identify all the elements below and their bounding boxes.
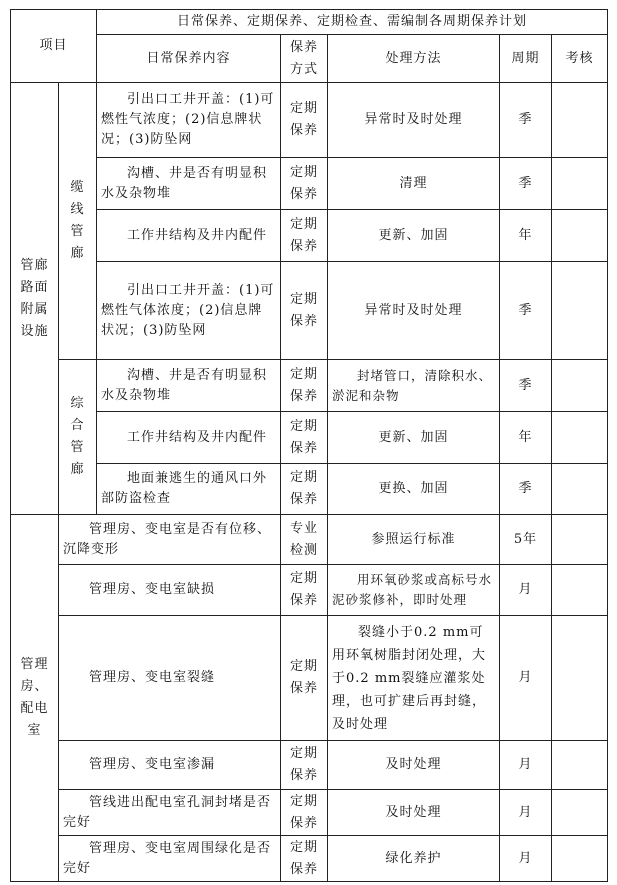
row-mode: 定期保养 — [281, 262, 328, 360]
header-title: 日常保养、定期保养、定期检查、需编制各周期保养计划 — [97, 10, 608, 35]
row-cycle: 月 — [500, 790, 552, 836]
group-station: 管理房、配电室 — [11, 515, 59, 882]
row-assessment — [552, 412, 608, 464]
row-assessment — [552, 464, 608, 515]
row-cycle: 季 — [500, 158, 552, 210]
header-mode: 保养方式 — [281, 35, 328, 83]
row-cycle: 季 — [500, 262, 552, 360]
row-cycle: 5年 — [500, 515, 552, 565]
row-content: 引出口工井开盖：(1)可燃性气浓度；(2)信息牌状况；(3)防坠网 — [97, 83, 281, 158]
header-assessment: 考核 — [552, 35, 608, 83]
row-mode: 定期保养 — [281, 464, 328, 515]
row-assessment — [552, 158, 608, 210]
row-content: 管理房、变电室裂缝 — [59, 616, 281, 741]
row-method: 参照运行标准 — [328, 515, 500, 565]
header-method: 处理方法 — [328, 35, 500, 83]
header-cycle: 周期 — [500, 35, 552, 83]
row-method: 裂缝小于0.2 mm可用环氧树脂封闭处理，大于0.2 mm裂缝应灌浆处理，也可扩建后再封缝，及时处理 — [328, 616, 500, 741]
row-content: 管线进出配电室孔洞封堵是否完好 — [59, 790, 281, 836]
row-method: 用环氧砂浆或高标号水泥砂浆修补，即时处理 — [328, 565, 500, 616]
row-mode: 定期保养 — [281, 83, 328, 158]
header-item: 项目 — [11, 10, 97, 83]
row-mode: 定期保养 — [281, 210, 328, 262]
row-assessment — [552, 515, 608, 565]
header-content: 日常保养内容 — [97, 35, 281, 83]
row-content: 沟槽、井是否有明显积水及杂物堆 — [97, 158, 281, 210]
row-mode: 定期保养 — [281, 741, 328, 790]
row-content: 管理房、变电室渗漏 — [59, 741, 281, 790]
row-method: 更换、加固 — [328, 464, 500, 515]
row-content: 管理房、变电室周围绿化是否完好 — [59, 836, 281, 882]
row-method: 异常时及时处理 — [328, 262, 500, 360]
row-method: 封堵管口，清除积水、淤泥和杂物 — [328, 360, 500, 412]
row-content: 工作井结构及井内配件 — [97, 412, 281, 464]
row-cycle: 季 — [500, 464, 552, 515]
row-assessment — [552, 616, 608, 741]
group-facilities: 管廊路面附属设施 — [11, 83, 59, 515]
row-content: 地面兼逃生的通风口外部防盗检查 — [97, 464, 281, 515]
row-cycle: 月 — [500, 565, 552, 616]
row-mode: 定期保养 — [281, 790, 328, 836]
row-cycle: 月 — [500, 741, 552, 790]
row-assessment — [552, 262, 608, 360]
row-mode: 定期保养 — [281, 616, 328, 741]
row-content: 引出口工井开盖：(1)可燃性气体浓度；(2)信息牌状况；(3)防坠网 — [97, 262, 281, 360]
row-method: 及时处理 — [328, 790, 500, 836]
row-mode: 定期保养 — [281, 158, 328, 210]
row-assessment — [552, 741, 608, 790]
group-cable: 缆线管廊 — [59, 83, 97, 360]
maintenance-table — [10, 9, 608, 882]
row-mode: 定期保养 — [281, 565, 328, 616]
row-assessment — [552, 565, 608, 616]
row-cycle: 月 — [500, 836, 552, 882]
row-cycle: 月 — [500, 616, 552, 741]
row-content: 沟槽、井是否有明显积水及杂物堆 — [97, 360, 281, 412]
row-content: 管理房、变电室缺损 — [59, 565, 281, 616]
row-cycle: 年 — [500, 412, 552, 464]
row-cycle: 季 — [500, 83, 552, 158]
row-assessment — [552, 360, 608, 412]
row-mode: 定期保养 — [281, 836, 328, 882]
row-method: 更新、加固 — [328, 210, 500, 262]
group-comprehensive: 综合管廊 — [59, 360, 97, 515]
row-assessment — [552, 790, 608, 836]
row-method: 更新、加固 — [328, 412, 500, 464]
row-assessment — [552, 836, 608, 882]
row-mode: 定期保养 — [281, 412, 328, 464]
row-cycle: 年 — [500, 210, 552, 262]
row-method: 绿化养护 — [328, 836, 500, 882]
row-content: 管理房、变电室是否有位移、沉降变形 — [59, 515, 281, 565]
row-method: 清理 — [328, 158, 500, 210]
row-content: 工作井结构及井内配件 — [97, 210, 281, 262]
row-cycle: 季 — [500, 360, 552, 412]
row-mode: 专业检测 — [281, 515, 328, 565]
row-method: 及时处理 — [328, 741, 500, 790]
row-assessment — [552, 210, 608, 262]
row-method: 异常时及时处理 — [328, 83, 500, 158]
row-assessment — [552, 83, 608, 158]
row-mode: 定期保养 — [281, 360, 328, 412]
